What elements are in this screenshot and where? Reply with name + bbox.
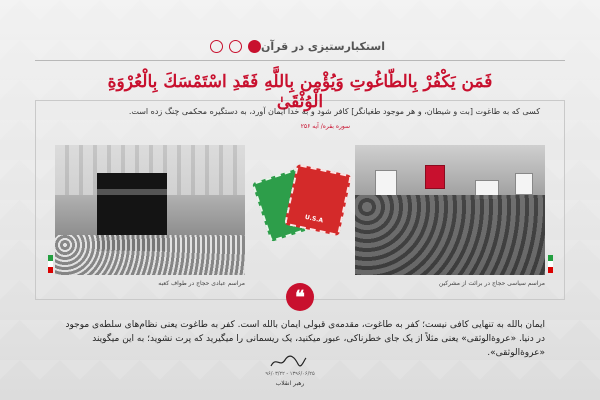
placard xyxy=(425,165,445,189)
left-photo-caption: مراسم عبادی حجاج در طواف کعبه xyxy=(158,280,245,287)
header-divider xyxy=(35,60,565,61)
quote-author: رهبر انقلاب xyxy=(275,380,305,387)
kaaba-photo xyxy=(55,145,245,275)
series-indicator xyxy=(210,40,261,53)
series-dot xyxy=(210,40,223,53)
quran-verse: فَمَن يَكْفُرْ بِالطّاغُوتِ وَيُؤْمِن بِاللَّهِ فَقَدِ اسْتَمْسَكَ بِالْعُرْوَةِ الْوُثْقَىٰ xyxy=(107,72,493,112)
series-title: استکبارستیزی در قرآن xyxy=(261,40,385,53)
protest-photo xyxy=(355,145,545,275)
quote-icon: ❝ xyxy=(286,283,314,311)
quote-date: ۱۳۹۶/۰۶/۲۵ - ۹۶/۰۳/۲۲ xyxy=(265,371,315,377)
placard xyxy=(515,173,533,195)
iran-flag-icon xyxy=(48,255,53,273)
red-stamp-label: U.S.A xyxy=(304,213,324,225)
placard xyxy=(375,170,397,196)
signature-icon xyxy=(268,354,308,370)
leader-quote: ایمان بالله به تنهایی کافی نیست؛ کفر به طاغوت، مقدمه‌ی قبولی ایمان بالله است. کفر به طاغوت یعنی نظام‌های سلطه‌ی موجود در دنیا. «عروة‌الوثقی» یعنی مثلاً از یک جای خطرناکی، عبور میکنید، یک ریسمانی را میگیرید که پرت نشوید؛ به این میگویند «عروة‌الوثقی». xyxy=(65,320,545,358)
verse-reference: سوره بقره/ آیه ۲۵۶ xyxy=(300,123,350,130)
red-stamp xyxy=(284,164,352,236)
verse-translation: کسی که به طاغوت [بت و شیطان، و هر موجود طغیانگر] کافر شود و به خدا ایمان آورد، به دستگیره محکمی چنگ زده است. xyxy=(128,107,540,116)
stamp-graphic xyxy=(258,165,348,245)
protest-crowd xyxy=(355,195,545,275)
series-dot-active xyxy=(248,40,261,53)
iran-flag-icon xyxy=(548,255,553,273)
kaaba-band xyxy=(97,189,167,195)
right-photo-caption: مراسم سیاسی حجاج در برائت از مشرکین xyxy=(438,280,545,287)
series-dot xyxy=(229,40,242,53)
pilgrim-crowd xyxy=(55,235,245,275)
